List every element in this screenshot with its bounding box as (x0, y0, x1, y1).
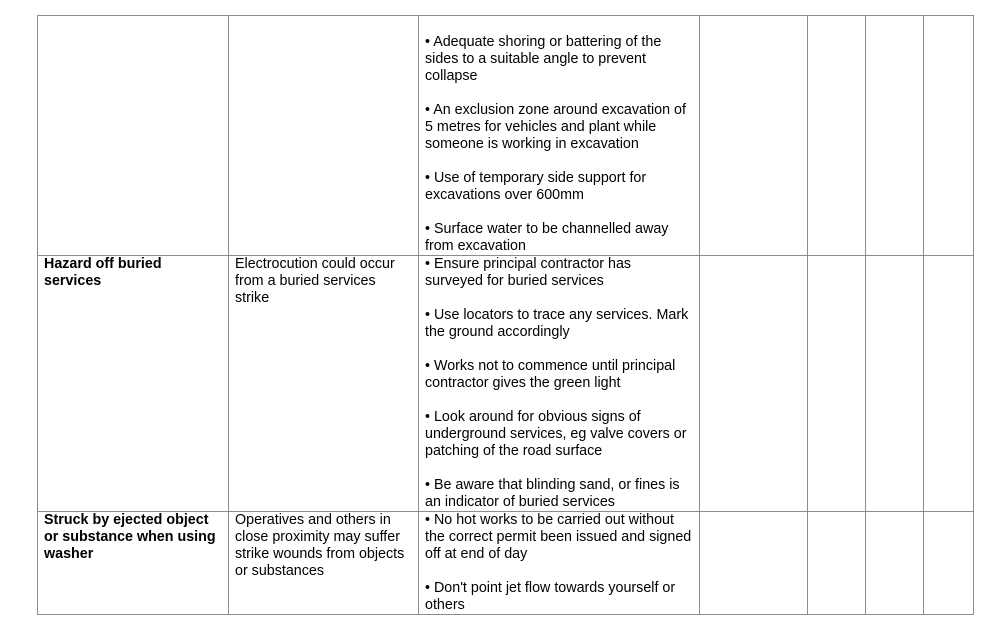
control-item: • Ensure principal contractor has surveyed for buried services (425, 256, 632, 289)
empty-cell (808, 256, 866, 512)
control-item: • Surface water to be channelled away from excavation (425, 221, 669, 254)
control-item: • Look around for obvious signs of underground services, eg valve covers or patching of the road surface (425, 409, 687, 459)
control-item: • An exclusion zone around excavation of 5 metres for vehicles and plant while someone is working in excavation (425, 102, 686, 152)
control-item: • Be aware that blinding sand, or fines is an indicator of buried services (425, 477, 680, 510)
empty-cell (924, 512, 974, 615)
control-item: • Use locators to trace any services. Mark the ground accordingly (425, 307, 689, 340)
risk-cell: Electrocution could occur from a buried services strike (229, 256, 419, 512)
empty-cell (924, 16, 974, 256)
hazard-cell: Struck by ejected object or substance when using washer (38, 512, 229, 615)
hazard-cell: Hazard off buried services (38, 256, 229, 512)
table-row (38, 16, 974, 256)
controls-cell (419, 256, 700, 512)
empty-cell (700, 256, 808, 512)
hazard-cell (38, 16, 229, 256)
risk-cell (229, 16, 419, 256)
control-item: • Use of temporary side support for excavations over 600mm (425, 170, 647, 203)
empty-cell (924, 256, 974, 512)
empty-cell (866, 16, 924, 256)
control-item: • Works not to commence until principal contractor gives the green light (425, 358, 676, 391)
empty-cell (700, 16, 808, 256)
empty-cell (866, 512, 924, 615)
table-row (38, 512, 974, 615)
empty-cell (866, 256, 924, 512)
risk-cell: Operatives and others in close proximity may suffer strike wounds from objects or substances (229, 512, 419, 615)
control-item: • No hot works to be carried out without the correct permit been issued and signed off at end of day (425, 512, 692, 562)
table-row (38, 256, 974, 512)
empty-cell (700, 512, 808, 615)
controls-cell (419, 16, 700, 256)
empty-cell (808, 512, 866, 615)
empty-cell (808, 16, 866, 256)
controls-cell (419, 512, 700, 615)
control-item: • Don't point jet flow towards yourself or others (425, 580, 676, 613)
control-item: • Adequate shoring or battering of the sides to a suitable angle to prevent collapse (425, 34, 662, 84)
risk-assessment-table (37, 15, 974, 615)
